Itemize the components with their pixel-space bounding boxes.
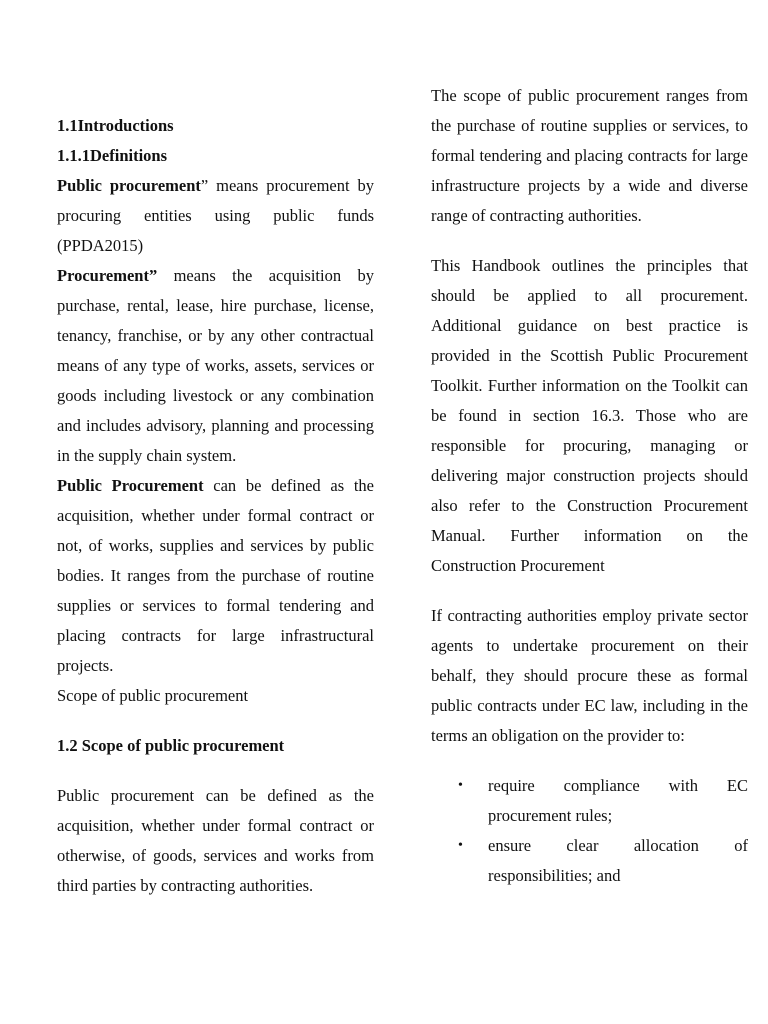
definition-term: Public Procurement	[57, 476, 204, 495]
definition-procurement	[57, 261, 374, 471]
paragraph-scope-definition: Public procurement can be defined as the acquisition, whether under formal contract or otherwise, of goods, services and works from third parties by contracting authorities.	[57, 786, 374, 895]
definition-quote: ”	[200, 176, 209, 195]
list-item	[431, 831, 748, 891]
section-heading-introductions: 1.1Introductions	[57, 116, 174, 135]
definition-text: can be defined as the acquisition, whether under formal contract or not, of works, supplies and services by public bodies. It ranges from the purchase of routine supplies or services to formal tendering and placing contracts for large infrastructural projects.	[57, 476, 374, 675]
left-column	[57, 111, 374, 901]
scope-line: Scope of public procurement	[57, 686, 249, 705]
list-item-text: require compliance with EC procurement rules;	[488, 776, 748, 825]
paragraph-private-agents: If contracting authorities employ private sector agents to undertake procurement on their behalf, they should procure these as formal public contracts under EC law, including in the terms an obligation on the provider to:	[431, 606, 748, 745]
definition-term: Procurement”	[57, 266, 158, 285]
list-item	[431, 771, 748, 831]
definition-term: Public procurement	[57, 176, 201, 195]
subsection-heading-definitions: 1.1.1Definitions	[57, 146, 168, 165]
right-column	[431, 81, 748, 891]
section-heading-scope: 1.2 Scope of public procurement	[57, 736, 285, 755]
definition-public-procurement-2	[57, 471, 374, 681]
bullet-icon: •	[458, 778, 463, 793]
definition-public-procurement	[57, 171, 374, 261]
bullet-icon: •	[458, 838, 463, 853]
paragraph-scope-range: The scope of public procurement ranges from the purchase of routine supplies or services, to formal tendering and placing contracts for large infrastructure projects by a wide and diverse range of contracting authorities.	[431, 86, 748, 225]
list-item-text: ensure clear allocation of responsibilities; and	[488, 836, 748, 885]
obligation-list	[431, 771, 748, 891]
definition-text: means the acquisition by purchase, rental, lease, hire purchase, license, tenancy, franchise, or by any other contractual means of any type of works, assets, services or goods including livestock or any combination and includes advisory, planning and processing in the supply chain system.	[57, 266, 374, 465]
definition-text: means procurement by procuring entities using public funds (PPDA2015)	[57, 176, 375, 255]
paragraph-handbook: This Handbook outlines the principles that should be applied to all procurement. Additional guidance on best practice is provided in the Scottish Public Procurement Toolkit. Further information on the Toolkit can be found in section 16.3. Those who are responsible for procuring, managing or delivering major construction projects should also refer to the Construction Procurement Manual. Further information on the Construction Procurement	[431, 256, 748, 575]
